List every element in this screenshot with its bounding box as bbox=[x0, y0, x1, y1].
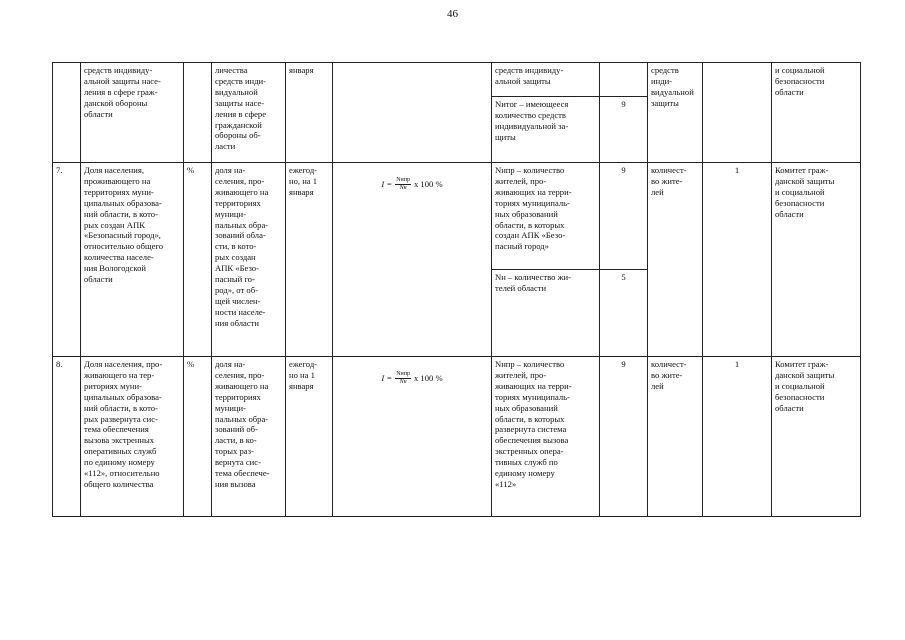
cell-periodicity: января bbox=[286, 63, 333, 163]
formula-fraction bbox=[395, 177, 411, 192]
cell-unit: % bbox=[184, 357, 212, 517]
page-number: 46 bbox=[447, 8, 458, 20]
cell-unit bbox=[184, 63, 212, 163]
cell-periodicity: ежегод- но, на 1 января bbox=[286, 163, 333, 357]
formula bbox=[336, 176, 488, 192]
cell-var1-method: 9 bbox=[600, 163, 648, 270]
cell-basis-method: 1 bbox=[703, 163, 772, 357]
cell-basis: количест- во жите- лей bbox=[648, 357, 703, 517]
cell-var1-desc: средств индивиду- альной защиты bbox=[492, 63, 600, 97]
formula-lhs: I = bbox=[381, 178, 393, 189]
cell-var2-method: 5 bbox=[600, 270, 648, 357]
cell-basis: средств инди- видуальной защиты bbox=[648, 63, 703, 163]
cell-definition: личества средств инди- видуальной защиты насе- ления в сфере гражданской обороны об- ласти bbox=[212, 63, 286, 163]
table-row bbox=[53, 163, 861, 270]
cell-basis-method bbox=[703, 63, 772, 163]
cell-indicator: Доля населения, про- живающего на тер- риториях муни- ципальных образова- ний области, в кото- рых развернута сис- тема обеспечения вызова экстренных оперативных служб по единому номеру «112», относительно общего количества bbox=[81, 357, 184, 517]
cell-formula bbox=[333, 357, 492, 517]
table-row bbox=[53, 357, 861, 517]
cell-definition: доля на- селения, про- живающего на территориях муници- пальных обра- зований об- ласти, в ко- торых раз- вернута сис- тема обеспече- ния вызова bbox=[212, 357, 286, 517]
table-row-continued bbox=[53, 63, 861, 97]
formula-denominator: Nн bbox=[399, 378, 407, 385]
cell-formula bbox=[333, 163, 492, 357]
cell-basis: количест- во жите- лей bbox=[648, 163, 703, 357]
cell-definition: доля на- селения, про- живающего на территориях муници- пальных обра- зований обла- сти, в кото- рых создан АПК «Безо- пасный го- род», от об- щей числен- ности населе- ния области bbox=[212, 163, 286, 357]
cell-var2-method: 9 bbox=[600, 97, 648, 163]
cell-var2-desc: Nн – количество жи- телей области bbox=[492, 270, 600, 357]
cell-responsible: Комитет граж- данской защиты и социальной безопасности области bbox=[772, 163, 861, 357]
cell-num: 8. bbox=[53, 357, 81, 517]
cell-var1-desc: Nнпр – количество жителей, про- живающих на терри- ториях муниципаль- ных образований области, в которых развернута система обеспечения вызова экстренных опера- тивных служб по единому номеру «112» bbox=[492, 357, 600, 517]
cell-unit: % bbox=[184, 163, 212, 357]
formula-numerator: Nнпр bbox=[396, 370, 410, 377]
cell-var1-method: 9 bbox=[600, 357, 648, 517]
cell-num bbox=[53, 63, 81, 163]
formula-tail: x 100 % bbox=[413, 178, 443, 189]
indicators-table bbox=[52, 62, 861, 517]
formula bbox=[336, 370, 488, 386]
formula-tail: x 100 % bbox=[413, 372, 443, 383]
formula-fraction bbox=[395, 371, 411, 386]
cell-var1-method bbox=[600, 63, 648, 97]
cell-formula bbox=[333, 63, 492, 163]
cell-responsible: Комитет граж- данской защиты и социальной безопасности области bbox=[772, 357, 861, 517]
formula-lhs: I = bbox=[381, 372, 393, 383]
cell-var1-desc: Nнпр – количество жителей, про- живающих на терри- ториях муниципаль- ных образований области, в которых создан АПК «Безо- пасный город» bbox=[492, 163, 600, 270]
cell-var2-desc: Nитог – имеющееся количество средств индивидуальной за- щиты bbox=[492, 97, 600, 163]
cell-basis-method: 1 bbox=[703, 357, 772, 517]
cell-periodicity: ежегод- но на 1 января bbox=[286, 357, 333, 517]
cell-responsible: и социальной безопасности области bbox=[772, 63, 861, 163]
cell-indicator: Доля населения, проживающего на территориях муни- ципальных образова- ний области, в кото- рых создан АПК «Безопасный город», относительно общего количества населе- ния Вологодской области bbox=[81, 163, 184, 357]
cell-indicator: средств индивиду- альной защиты насе- ления в сфере граж- данской обороны области bbox=[81, 63, 184, 163]
cell-num: 7. bbox=[53, 163, 81, 357]
formula-numerator: Nнпр bbox=[396, 176, 410, 183]
formula-denominator: Nн bbox=[399, 184, 407, 191]
